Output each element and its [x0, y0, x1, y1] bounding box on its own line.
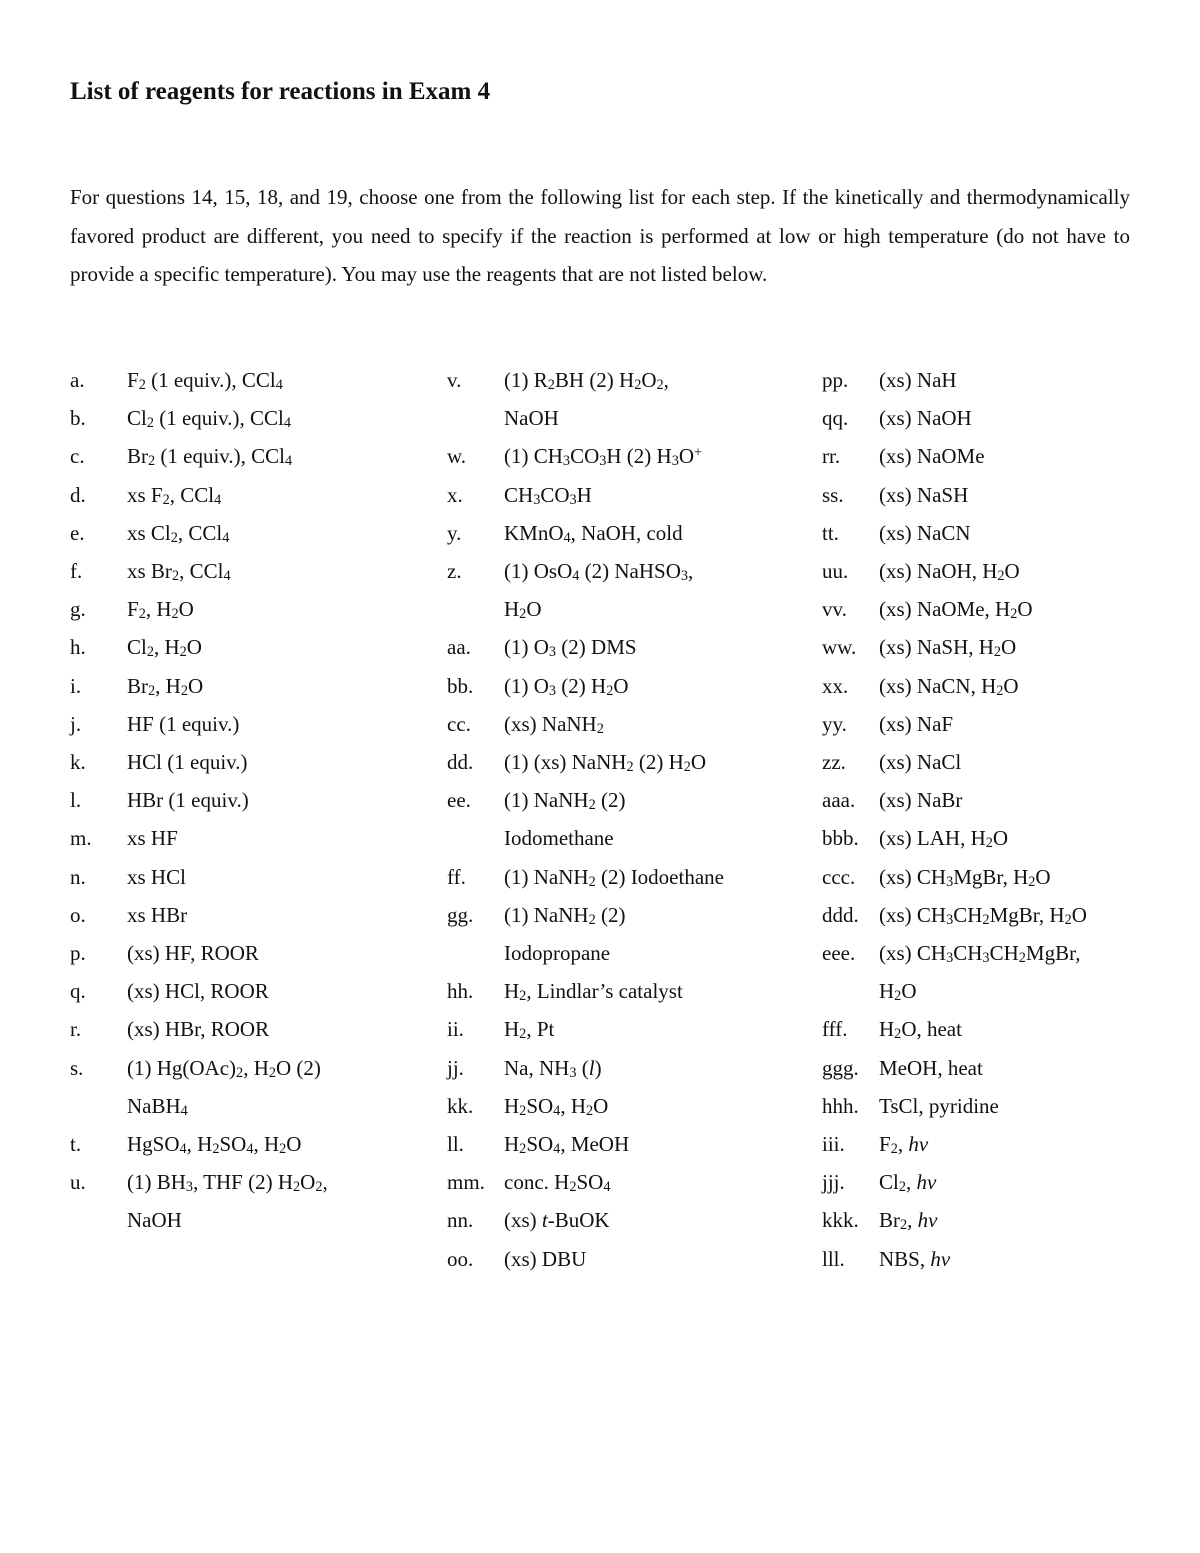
reagent-text [504, 1087, 817, 1125]
reagent-text-line: NaBH$_4$ [127, 1093, 188, 1119]
reagent-text-line: (xs) NaSH, $H_2O$ [879, 635, 1017, 661]
reagent-label: e. [70, 520, 85, 545]
reagent-text [504, 552, 817, 628]
reagent-text-line: $CH_3CO_3H$ [504, 482, 592, 508]
reagent-text-line: (xs) LAH, $H_2O$ [879, 826, 1009, 852]
reagent-text [879, 1125, 1182, 1163]
reagent-text [879, 1087, 1182, 1125]
reagent-item [70, 628, 440, 666]
reagent-text [127, 819, 440, 857]
reagent-text-line: (1) NaNH$_2$ (2) Iodoethane [504, 864, 724, 890]
reagent-text [879, 934, 1182, 1010]
reagent-label: gg. [447, 902, 474, 927]
reagent-label: hhh. [822, 1093, 859, 1118]
reagent-item [822, 781, 1182, 819]
reagent-label: yy. [822, 711, 847, 736]
reagent-label: p. [70, 941, 86, 966]
reagent-text [127, 781, 440, 819]
reagent-text-line: $H_2O$ [504, 597, 542, 623]
reagent-text [127, 590, 440, 628]
reagent-text [504, 1125, 817, 1163]
reagent-label: ff. [447, 864, 466, 889]
reagent-text [879, 437, 1182, 475]
reagent-text [504, 1010, 817, 1048]
reagent-item [447, 1240, 817, 1278]
reagent-text-line: $Cl_2$ (1 equiv.), CCl$_4$ [127, 406, 292, 432]
reagent-label: ss. [822, 482, 844, 507]
reagent-text [504, 1201, 817, 1239]
reagent-text-line: $H_2SO_4$, $H_2O$ [504, 1093, 609, 1119]
reagent-item [70, 399, 440, 437]
reagent-label: ii. [447, 1017, 464, 1042]
reagent-item [822, 437, 1182, 475]
reagent-item [70, 705, 440, 743]
reagent-label: kkk. [822, 1208, 859, 1233]
reagent-label: ddd. [822, 902, 859, 927]
reagent-item [70, 896, 440, 934]
reagent-item [70, 667, 440, 705]
reagent-text [127, 361, 440, 399]
reagent-label: o. [70, 902, 86, 927]
reagent-label: t. [70, 1132, 82, 1157]
reagent-item [822, 1125, 1182, 1163]
reagent-label: x. [447, 482, 463, 507]
reagent-item [822, 896, 1182, 934]
reagent-text [127, 705, 440, 743]
reagent-text [504, 628, 817, 666]
reagent-text-line: (xs) NaSH [879, 482, 969, 507]
reagent-text [504, 1163, 817, 1201]
reagent-text [879, 476, 1182, 514]
reagent-text [879, 1049, 1182, 1087]
reagent-text [127, 476, 440, 514]
reagent-text [504, 972, 817, 1010]
reagent-text-line: (xs) NaOH [879, 406, 972, 431]
reagent-label: ee. [447, 788, 471, 813]
reagent-text-line: $F_2$, $H_2O$ [127, 597, 194, 623]
reagent-text-line: xs $F_2$, CCl$_4$ [127, 482, 222, 508]
reagent-item [447, 476, 817, 514]
reagent-text-line: HBr (1 equiv.) [127, 788, 249, 813]
reagent-label: tt. [822, 520, 839, 545]
reagent-text [879, 819, 1182, 857]
reagent-text [504, 781, 817, 857]
reagent-text [879, 552, 1182, 590]
reagent-text-line: TsCl, pyridine [879, 1093, 999, 1118]
reagent-text-line: (xs) t-BuOK [504, 1208, 610, 1233]
reagent-text-line: (xs) NaOH, $H_2O$ [879, 559, 1020, 585]
reagent-text-line: HCl (1 equiv.) [127, 750, 248, 775]
reagent-item [447, 781, 817, 857]
reagent-text [879, 628, 1182, 666]
reagent-text-line: (xs) NaNH$_2$ [504, 711, 604, 737]
reagent-label: g. [70, 597, 86, 622]
reagent-text [127, 743, 440, 781]
reagent-item [822, 1201, 1182, 1239]
reagent-item [70, 552, 440, 590]
reagent-item [447, 667, 817, 705]
reagent-item [447, 1163, 817, 1201]
reagent-item [822, 361, 1182, 399]
reagent-item [822, 1163, 1182, 1201]
reagent-label: i. [70, 673, 82, 698]
reagent-text-line: NBS, hν [879, 1246, 951, 1271]
reagent-text-line: (xs) $CH_3CH_2MgBr$, $H_2O$ [879, 902, 1087, 928]
reagent-label: uu. [822, 559, 849, 584]
reagent-text-line: (xs) NaBr [879, 788, 963, 813]
reagent-text-line: (xs) NaCl [879, 750, 962, 775]
reagent-item [447, 858, 817, 896]
reagent-item [822, 1010, 1182, 1048]
reagent-text-line: (1) $O_3$ (2) $H_2O$ [504, 673, 629, 699]
reagent-label: jjj. [822, 1170, 845, 1195]
reagent-text-line: xs $Cl_2$, CCl$_4$ [127, 520, 230, 546]
reagent-text [504, 858, 817, 896]
reagent-label: c. [70, 444, 85, 469]
reagent-text-line: $Br_2$, hν [879, 1208, 938, 1234]
reagent-label: hh. [447, 979, 474, 1004]
reagent-text-line: (xs) NaOMe, $H_2O$ [879, 597, 1033, 623]
reagent-label: mm. [447, 1170, 485, 1195]
reagent-column-2 [447, 361, 817, 1278]
reagent-item [447, 1010, 817, 1048]
reagent-text-line: (1) $CH_3CO_3H$ (2) $H_3O^+$ [504, 444, 703, 470]
reagent-label: jj. [447, 1055, 464, 1080]
reagent-item [447, 972, 817, 1010]
reagent-item [447, 896, 817, 972]
reagent-text [127, 1010, 440, 1048]
reagent-text-line: $F_2$, hν [879, 1132, 929, 1158]
reagent-label: vv. [822, 597, 847, 622]
reagent-text-line: (1) (xs) NaNH$_2$ (2) $H_2O$ [504, 750, 707, 776]
reagent-text-line: Iodomethane [504, 826, 614, 851]
reagent-label: w. [447, 444, 467, 469]
reagent-text-line: (xs) DBU [504, 1246, 587, 1271]
reagent-label: bb. [447, 673, 474, 698]
reagent-label: iii. [822, 1132, 845, 1157]
reagent-text [879, 1010, 1182, 1048]
reagent-item [447, 743, 817, 781]
reagent-text [879, 361, 1182, 399]
reagent-text [127, 972, 440, 1010]
reagent-text [504, 896, 817, 972]
reagent-item [447, 552, 817, 628]
reagent-label: s. [70, 1055, 84, 1080]
reagent-item [447, 705, 817, 743]
reagent-label: ccc. [822, 864, 856, 889]
reagent-label: h. [70, 635, 86, 660]
reagent-text [127, 934, 440, 972]
reagent-item [447, 514, 817, 552]
reagent-text [879, 590, 1182, 628]
reagent-item [822, 628, 1182, 666]
reagent-label: k. [70, 750, 86, 775]
reagent-label: nn. [447, 1208, 474, 1233]
reagent-text-line: conc. $H_2SO_4$ [504, 1170, 611, 1196]
reagent-text-line: NaOH [127, 1208, 182, 1233]
reagent-item [822, 552, 1182, 590]
reagent-column-1 [70, 361, 440, 1240]
reagent-label: rr. [822, 444, 841, 469]
reagent-text [127, 667, 440, 705]
reagent-label: u. [70, 1170, 86, 1195]
reagent-label: dd. [447, 750, 474, 775]
reagent-text-line: $H_2$, Pt [504, 1017, 555, 1043]
reagent-text-line: xs HBr [127, 902, 188, 927]
reagent-text-line: xs HF [127, 826, 178, 851]
reagent-text [879, 1163, 1182, 1201]
reagent-item [70, 743, 440, 781]
reagent-text-line: (xs) $CH_3CH_3CH_2MgBr$, [879, 941, 1081, 967]
reagent-text [127, 437, 440, 475]
reagent-text [504, 705, 817, 743]
reagent-item [447, 1087, 817, 1125]
reagent-text-line: KMnO$_4$, NaOH, cold [504, 520, 683, 546]
reagent-item [70, 1125, 440, 1163]
reagent-item [70, 934, 440, 972]
reagent-text [127, 1049, 440, 1125]
reagent-column-3 [822, 361, 1182, 1278]
reagent-text [504, 743, 817, 781]
reagent-text [504, 667, 817, 705]
instructions-paragraph: For questions 14, 15, 18, and 19, choose one from the following list for each step. If the kinetically and thermodynamically favored product are different, you need to specify if the reaction is performed at low or high temperature (do not have to provide a specific temperature). You may use the reagents that are not listed below. [70, 185, 1130, 286]
reagent-item [70, 1010, 440, 1048]
reagent-label: y. [447, 520, 462, 545]
reagent-text [127, 858, 440, 896]
reagent-text-line: (xs) NaOMe [879, 444, 985, 469]
reagent-item [822, 705, 1182, 743]
reagent-item [822, 590, 1182, 628]
reagent-text-line: (1) $R_2BH$ (2) $H_2O_2$, [504, 368, 669, 394]
reagent-text [879, 667, 1182, 705]
reagent-label: r. [70, 1017, 82, 1042]
reagent-text [127, 552, 440, 590]
reagent-label: d. [70, 482, 86, 507]
reagent-item [822, 514, 1182, 552]
reagent-label: zz. [822, 750, 846, 775]
reagent-item [822, 667, 1182, 705]
reagent-label: ll. [447, 1132, 464, 1157]
reagent-item [822, 1087, 1182, 1125]
reagent-label: q. [70, 979, 86, 1004]
reagent-text-line: (1) $Hg(OAc)_2$, $H_2O$ (2) [127, 1055, 321, 1081]
reagent-text-line: $Br_2$ (1 equiv.), CCl$_4$ [127, 444, 293, 470]
reagent-text-line: (xs) NaCN, $H_2O$ [879, 673, 1019, 699]
reagent-label: pp. [822, 368, 849, 392]
reagent-text [504, 437, 817, 475]
reagent-text-line: $Cl_2$, $H_2O$ [127, 635, 202, 661]
reagent-label: f. [70, 559, 83, 584]
reagent-text-line: (xs) NaF [879, 711, 954, 736]
reagent-text [127, 628, 440, 666]
reagent-label: oo. [447, 1246, 474, 1271]
reagent-text-line: HF (1 equiv.) [127, 711, 240, 736]
reagent-text [879, 743, 1182, 781]
reagent-label: ggg. [822, 1055, 859, 1080]
reagent-text-line: (xs) $CH_3MgBr$, $H_2O$ [879, 864, 1051, 890]
reagent-text-line: (xs) HF, ROOR [127, 941, 259, 966]
reagent-item [70, 437, 440, 475]
reagent-label: qq. [822, 406, 849, 431]
reagent-item [822, 1049, 1182, 1087]
reagent-label: lll. [822, 1246, 845, 1271]
reagent-text-line: Na, $NH_3$ (l) [504, 1055, 602, 1081]
reagent-text-line: HgSO$_4$, $H_2SO_4$, $H_2O$ [127, 1132, 302, 1158]
reagent-text-line: (1) OsO$_4$ (2) NaHSO$_3$, [504, 559, 694, 585]
reagent-text-line: xs $Br_2$, CCl$_4$ [127, 559, 231, 585]
reagent-item [447, 437, 817, 475]
reagent-text-line: NaOH [504, 406, 559, 431]
reagent-text [504, 1240, 817, 1278]
reagent-text-line: (xs) NaCN [879, 520, 971, 545]
reagent-item [447, 1049, 817, 1087]
reagent-text [127, 1125, 440, 1163]
reagent-text [879, 705, 1182, 743]
reagent-item [822, 1240, 1182, 1278]
reagent-text-line: MeOH, heat [879, 1055, 983, 1080]
reagent-text-line: (xs) NaH [879, 368, 957, 392]
reagent-item [70, 819, 440, 857]
reagent-item [70, 1163, 440, 1239]
reagent-text [127, 399, 440, 437]
reagent-text [879, 896, 1182, 934]
reagent-text-line: $Br_2$, $H_2O$ [127, 673, 204, 699]
reagent-text-line: $H_2O$, heat [879, 1017, 962, 1043]
reagent-label: m. [70, 826, 92, 851]
reagent-item [70, 858, 440, 896]
reagent-item [447, 1125, 817, 1163]
reagent-label: xx. [822, 673, 849, 698]
reagent-item [70, 1049, 440, 1125]
reagent-text-line: $Cl_2$, hν [879, 1170, 937, 1196]
reagent-text [879, 1240, 1182, 1278]
reagent-text [879, 514, 1182, 552]
reagent-label: bbb. [822, 826, 859, 851]
reagent-text-line: (xs) HBr, ROOR [127, 1017, 270, 1042]
reagent-text [127, 514, 440, 552]
reagent-text-line: xs HCl [127, 864, 186, 889]
reagent-text-line: (1) $BH_3$, THF (2) $H_2O_2$, [127, 1170, 328, 1196]
reagent-label: cc. [447, 711, 471, 736]
reagent-label: ww. [822, 635, 857, 660]
reagent-text [879, 858, 1182, 896]
reagent-label: aaa. [822, 788, 856, 813]
reagent-text [504, 1049, 817, 1087]
reagent-text [504, 361, 817, 437]
reagent-item [822, 819, 1182, 857]
reagent-text-line: $F_2$ (1 equiv.), CCl$_4$ [127, 368, 283, 394]
reagent-text-line: (1) NaNH$_2$ (2) [504, 788, 626, 814]
reagent-text [127, 1163, 440, 1239]
reagent-item [70, 361, 440, 399]
reagent-item [447, 628, 817, 666]
reagent-text-line: Iodopropane [504, 941, 611, 966]
reagent-label: b. [70, 406, 86, 431]
reagent-item [447, 1201, 817, 1239]
reagent-text [879, 1201, 1182, 1239]
reagent-text [504, 476, 817, 514]
reagent-label: a. [70, 368, 85, 392]
reagent-item [822, 743, 1182, 781]
reagent-item [822, 858, 1182, 896]
reagent-label: j. [70, 711, 82, 736]
reagent-label: fff. [822, 1017, 848, 1042]
reagent-item [822, 476, 1182, 514]
reagent-text [127, 896, 440, 934]
reagent-text-line: (xs) HCl, ROOR [127, 979, 269, 1004]
reagent-label: kk. [447, 1093, 474, 1118]
reagent-item [70, 590, 440, 628]
reagent-label: v. [447, 368, 462, 392]
reagent-text-line: $H_2$, Lindlar’s catalyst [504, 979, 683, 1005]
reagent-label: l. [70, 788, 82, 813]
reagent-text [879, 399, 1182, 437]
reagent-label: n. [70, 864, 86, 889]
document-title: List of reagents for reactions in Exam 4 [70, 78, 491, 105]
reagent-text-line: $H_2SO_4$, MeOH [504, 1132, 630, 1158]
reagent-item [70, 514, 440, 552]
reagent-label: z. [447, 559, 462, 584]
reagent-item [447, 361, 817, 437]
reagent-text [879, 781, 1182, 819]
reagent-item [822, 934, 1182, 1010]
reagent-label: eee. [822, 941, 856, 966]
reagent-item [70, 781, 440, 819]
reagent-item [70, 972, 440, 1010]
reagent-text-line: (1) $O_3$ (2) DMS [504, 635, 637, 661]
reagent-item [822, 399, 1182, 437]
reagent-label: aa. [447, 635, 471, 660]
reagent-text-line: $H_2O$ [879, 979, 917, 1005]
reagent-item [70, 476, 440, 514]
reagent-text-line: (1) NaNH$_2$ (2) [504, 902, 626, 928]
reagent-text [504, 514, 817, 552]
